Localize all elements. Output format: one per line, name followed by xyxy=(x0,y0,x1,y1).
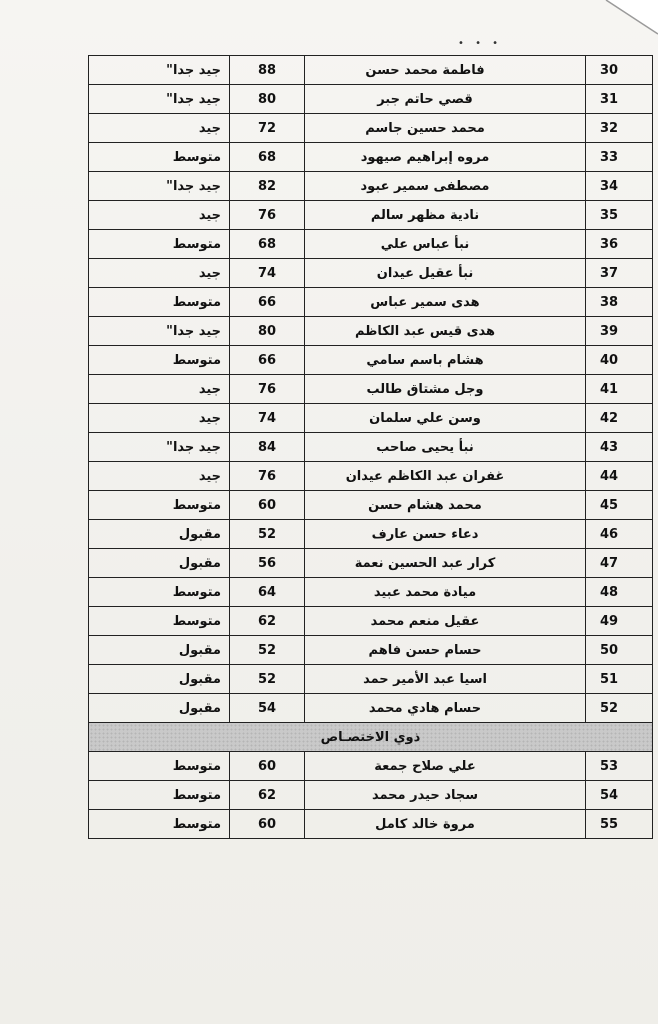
table-row xyxy=(89,781,653,810)
table-row xyxy=(89,172,653,201)
table-row xyxy=(89,85,653,114)
table-row xyxy=(89,607,653,636)
grade-cell: مقبول xyxy=(89,520,230,549)
row-number: 47 xyxy=(586,549,653,578)
row-number: 34 xyxy=(586,172,653,201)
table-row xyxy=(89,752,653,781)
score-cell: 56 xyxy=(230,549,305,578)
student-name: حسام هادي محمد xyxy=(305,694,586,723)
grade-cell: جيد جدا" xyxy=(89,56,230,85)
student-name: مروة خالد كامل xyxy=(305,810,586,839)
student-name: محمد هشام حسن xyxy=(305,491,586,520)
grade-cell: متوسط xyxy=(89,781,230,810)
table-section-header xyxy=(89,723,653,752)
table-row xyxy=(89,433,653,462)
table-row xyxy=(89,665,653,694)
grade-cell: متوسط xyxy=(89,346,230,375)
row-number: 31 xyxy=(586,85,653,114)
score-cell: 88 xyxy=(230,56,305,85)
student-name: كرار عبد الحسين نعمة xyxy=(305,549,586,578)
student-name: حسام حسن فاهم xyxy=(305,636,586,665)
student-name: وجل مشتاق طالب xyxy=(305,375,586,404)
table-row xyxy=(89,143,653,172)
score-cell: 68 xyxy=(230,143,305,172)
student-name: نادية مظهر سالم xyxy=(305,201,586,230)
grades-table xyxy=(88,55,653,839)
grade-cell: جيد جدا" xyxy=(89,172,230,201)
section-label: ذوي الاختصـاص xyxy=(89,723,653,752)
row-number: 50 xyxy=(586,636,653,665)
row-number: 37 xyxy=(586,259,653,288)
table-row xyxy=(89,549,653,578)
row-number: 45 xyxy=(586,491,653,520)
student-name: عقيل منعم محمد xyxy=(305,607,586,636)
table-row xyxy=(89,694,653,723)
grade-cell: متوسط xyxy=(89,578,230,607)
header-dots: • • • xyxy=(458,38,503,49)
score-cell: 72 xyxy=(230,114,305,143)
row-number: 48 xyxy=(586,578,653,607)
grade-cell: جيد xyxy=(89,114,230,143)
table-row xyxy=(89,491,653,520)
table-row xyxy=(89,404,653,433)
grade-cell: متوسط xyxy=(89,143,230,172)
student-name: فاطمة محمد حسن xyxy=(305,56,586,85)
table-row xyxy=(89,636,653,665)
score-cell: 62 xyxy=(230,607,305,636)
grade-cell: جيد جدا" xyxy=(89,317,230,346)
score-cell: 60 xyxy=(230,752,305,781)
student-name: هشام باسم سامي xyxy=(305,346,586,375)
row-number: 46 xyxy=(586,520,653,549)
table-row xyxy=(89,346,653,375)
table-row xyxy=(89,259,653,288)
row-number: 43 xyxy=(586,433,653,462)
row-number: 33 xyxy=(586,143,653,172)
score-cell: 74 xyxy=(230,259,305,288)
row-number: 41 xyxy=(586,375,653,404)
row-number: 54 xyxy=(586,781,653,810)
score-cell: 66 xyxy=(230,288,305,317)
row-number: 39 xyxy=(586,317,653,346)
student-name: وسن علي سلمان xyxy=(305,404,586,433)
grade-cell: جيد xyxy=(89,462,230,491)
page-fold-corner xyxy=(538,0,658,60)
grade-cell: جيد xyxy=(89,201,230,230)
row-number: 44 xyxy=(586,462,653,491)
score-cell: 60 xyxy=(230,810,305,839)
grade-cell: مقبول xyxy=(89,636,230,665)
student-name: هدى قيس عبد الكاظم xyxy=(305,317,586,346)
row-number: 51 xyxy=(586,665,653,694)
student-name: قصي حاتم جبر xyxy=(305,85,586,114)
grade-cell: متوسط xyxy=(89,288,230,317)
table-row xyxy=(89,288,653,317)
grade-cell: متوسط xyxy=(89,230,230,259)
table-row xyxy=(89,375,653,404)
section-row xyxy=(89,723,653,752)
table-row xyxy=(89,810,653,839)
row-number: 55 xyxy=(586,810,653,839)
student-name: نبأ عباس علي xyxy=(305,230,586,259)
row-number: 52 xyxy=(586,694,653,723)
table-row xyxy=(89,317,653,346)
grade-cell: مقبول xyxy=(89,694,230,723)
student-name: نبأ عقيل عيدان xyxy=(305,259,586,288)
grade-cell: متوسط xyxy=(89,810,230,839)
student-name: ميادة محمد عبيد xyxy=(305,578,586,607)
table-row xyxy=(89,578,653,607)
table-row xyxy=(89,201,653,230)
table-row xyxy=(89,56,653,85)
score-cell: 74 xyxy=(230,404,305,433)
row-number: 36 xyxy=(586,230,653,259)
student-name: غفران عبد الكاظم عيدان xyxy=(305,462,586,491)
row-number: 38 xyxy=(586,288,653,317)
table-row xyxy=(89,520,653,549)
row-number: 35 xyxy=(586,201,653,230)
score-cell: 60 xyxy=(230,491,305,520)
grade-cell: جيد جدا" xyxy=(89,85,230,114)
score-cell: 62 xyxy=(230,781,305,810)
grade-cell: متوسط xyxy=(89,607,230,636)
grade-cell: متوسط xyxy=(89,491,230,520)
grade-cell: متوسط xyxy=(89,752,230,781)
student-name: نبأ يحيى صاحب xyxy=(305,433,586,462)
student-name: دعاء حسن عارف xyxy=(305,520,586,549)
grade-cell: جيد xyxy=(89,404,230,433)
score-cell: 80 xyxy=(230,85,305,114)
score-cell: 80 xyxy=(230,317,305,346)
student-name: محمد حسين جاسم xyxy=(305,114,586,143)
score-cell: 68 xyxy=(230,230,305,259)
row-number: 40 xyxy=(586,346,653,375)
score-cell: 52 xyxy=(230,520,305,549)
table-row xyxy=(89,462,653,491)
table-row xyxy=(89,114,653,143)
score-cell: 66 xyxy=(230,346,305,375)
row-number: 53 xyxy=(586,752,653,781)
grade-cell: جيد xyxy=(89,375,230,404)
score-cell: 76 xyxy=(230,201,305,230)
score-cell: 52 xyxy=(230,636,305,665)
student-name: اسيا عبد الأمير حمد xyxy=(305,665,586,694)
grade-cell: جيد جدا" xyxy=(89,433,230,462)
grade-cell: مقبول xyxy=(89,549,230,578)
row-number: 32 xyxy=(586,114,653,143)
student-name: مصطفى سمير عبود xyxy=(305,172,586,201)
student-name: سجاد حيدر محمد xyxy=(305,781,586,810)
table-body-specialists xyxy=(89,752,653,839)
score-cell: 54 xyxy=(230,694,305,723)
student-name: هدى سمير عباس xyxy=(305,288,586,317)
student-name: علي صلاح جمعة xyxy=(305,752,586,781)
score-cell: 84 xyxy=(230,433,305,462)
score-cell: 76 xyxy=(230,375,305,404)
score-cell: 64 xyxy=(230,578,305,607)
score-cell: 52 xyxy=(230,665,305,694)
score-cell: 82 xyxy=(230,172,305,201)
score-cell: 76 xyxy=(230,462,305,491)
grade-cell: جيد xyxy=(89,259,230,288)
table-body-main xyxy=(89,56,653,723)
grade-cell: مقبول xyxy=(89,665,230,694)
table-row xyxy=(89,230,653,259)
row-number: 49 xyxy=(586,607,653,636)
student-name: مروه إبراهيم صيهود xyxy=(305,143,586,172)
row-number: 30 xyxy=(586,56,653,85)
row-number: 42 xyxy=(586,404,653,433)
